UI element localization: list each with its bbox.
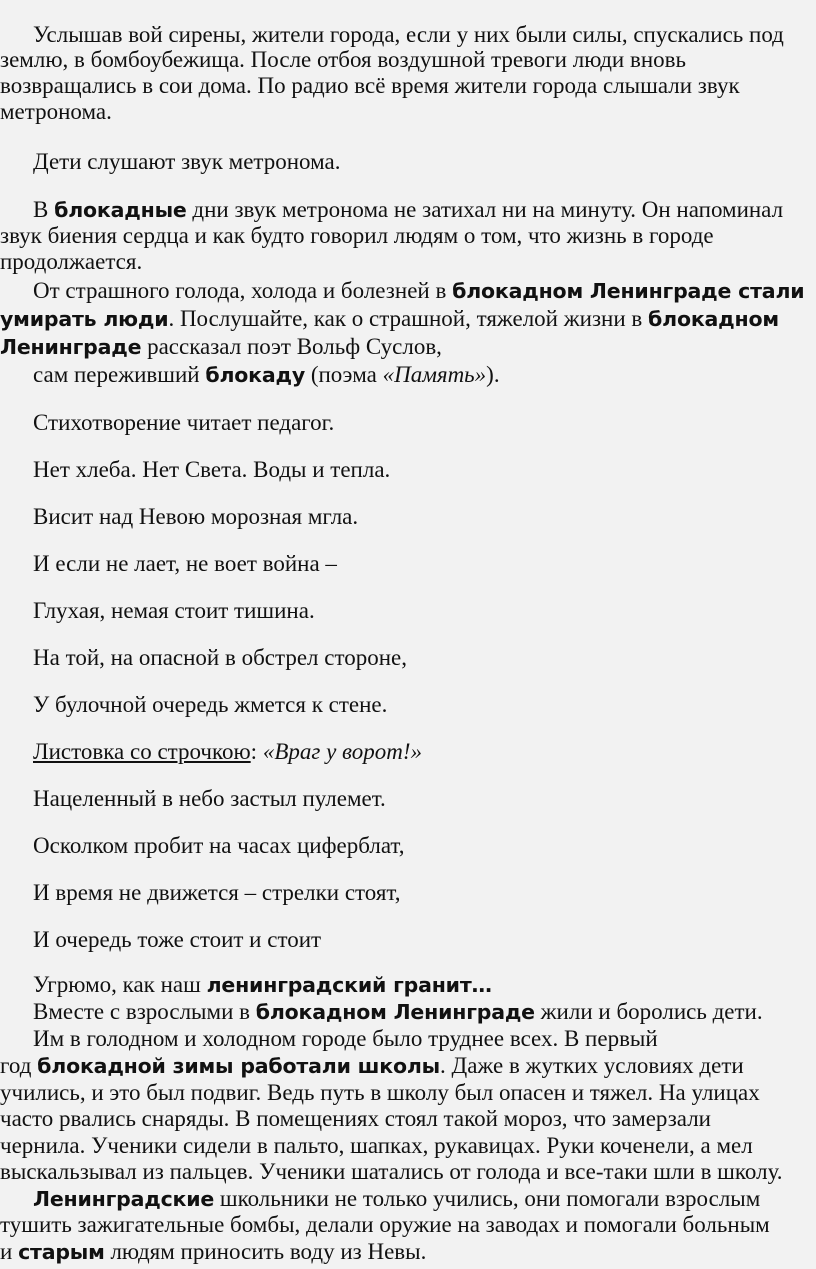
text-run: В xyxy=(33,197,55,222)
text-run: . Даже в жутких условиях дети xyxy=(440,1053,744,1078)
text-run: ). xyxy=(486,362,500,387)
text-run: От страшного голода, холода и болезней в xyxy=(33,278,453,303)
text-run: : xyxy=(250,739,263,764)
text-line: учились, и это был подвиг. Ведь путь в школу был опасен и тяжел. На улицах xyxy=(0,1080,760,1105)
text-run: Вместе с взрослыми в xyxy=(33,999,256,1024)
text-line: продолжается. xyxy=(0,249,143,274)
text-line xyxy=(33,1186,760,1213)
poem-line-granite xyxy=(33,972,492,999)
text-line: тушить зажигательные бомбы, делали оружие на заводах и помогали больным xyxy=(0,1212,770,1237)
paragraph-children xyxy=(33,999,763,1026)
text-line xyxy=(0,1053,744,1080)
text-line: метронома. xyxy=(0,99,112,124)
text-line: звук биения сердца и как будто говорил людям о том, что жизнь в городе xyxy=(0,223,714,248)
poem-line: Нацеленный в небо застыл пулемет. xyxy=(33,786,386,811)
text-line: Им в голодном и холодном городе было труднее всех. В первый xyxy=(33,1026,658,1051)
text-run: (поэма xyxy=(305,362,383,387)
poem-line: Глухая, немая стоит тишина. xyxy=(33,598,315,623)
text-line xyxy=(0,334,442,361)
bold-run: блокадном xyxy=(648,307,779,331)
bold-run: блокадном Ленинграде xyxy=(255,1000,535,1024)
text-run: и xyxy=(0,1239,19,1264)
text-run: год xyxy=(0,1053,38,1078)
poem-line-leaflet xyxy=(33,739,422,765)
text-line: возвращались в сои дома. По радио всё время жители города слышали звук xyxy=(0,73,740,98)
poem-line: На той, на опасной в обстрел стороне, xyxy=(33,645,407,670)
italic-run: «Память» xyxy=(382,362,487,387)
poem-line: И очередь тоже стоит и стоит xyxy=(33,927,322,952)
text-line: землю, в бомбоубежища. После отбоя воздушной тревоги люди вновь xyxy=(0,47,687,72)
poem-line: И если не лает, не воет война – xyxy=(33,551,337,576)
underlined-run: Листовка со строчкою xyxy=(33,739,251,764)
bold-run: ленинградский гранит… xyxy=(206,973,492,997)
bold-run: блокаду xyxy=(205,363,306,387)
paragraph-metronome: Дети слушают звук метронома. xyxy=(33,149,341,174)
text-line xyxy=(33,362,500,389)
text-run: . Послушайте, как о страшной, тяжелой жизни в xyxy=(168,306,649,331)
poem-line: Нет хлеба. Нет Света. Воды и тепла. xyxy=(33,457,391,482)
text-run: сам переживший xyxy=(33,362,206,387)
text-run: жили и боролись дети. xyxy=(534,999,763,1024)
text-line: чернила. Ученики сидели в пальто, шапках, рукавицах. Руки коченели, а мел xyxy=(0,1133,753,1158)
bold-run: старым xyxy=(18,1240,105,1264)
bold-run: Ленинградские xyxy=(33,1187,215,1211)
text-line: Услышав вой сирены, жители города, если у них были силы, спускались под xyxy=(33,22,784,47)
bold-run: Ленинграде xyxy=(0,335,142,359)
text-run: дни звук метронома не затихал ни на минуту. Он напоминал xyxy=(186,197,784,222)
text-run: рассказал поэт Вольф Суслов, xyxy=(141,334,442,359)
text-line xyxy=(33,197,783,224)
paragraph-teacher-reads: Стихотворение читает педагог. xyxy=(33,410,335,435)
text-run: школьники не только учились, они помогали взрослым xyxy=(214,1186,761,1211)
text-run: Угрюмо, как наш xyxy=(33,972,207,997)
italic-run: «Враг у ворот!» xyxy=(262,739,422,764)
bold-run: блокадном Ленинграде стали xyxy=(452,279,805,303)
bold-run: умирать люди xyxy=(0,307,169,331)
text-line xyxy=(0,306,779,333)
bold-run: блокадной зимы работали школы xyxy=(37,1054,440,1078)
text-line xyxy=(33,278,804,305)
poem-line: Осколком пробит на часах циферблат, xyxy=(33,833,405,858)
poem-line: И время не движется – стрелки стоят, xyxy=(33,880,401,905)
poem-line: Висит над Невою морозная мгла. xyxy=(33,504,359,529)
text-run: людям приносить воду из Невы. xyxy=(104,1239,427,1264)
text-line xyxy=(0,1239,426,1266)
text-line: выскальзывал из пальцев. Ученики шатались от голода и все-таки шли в школу. xyxy=(0,1159,783,1184)
bold-run: блокадные xyxy=(54,198,187,222)
text-line: часто рвались снаряды. В помещениях стоял такой мороз, что замерзали xyxy=(0,1106,711,1131)
poem-line: У булочной очередь жмется к стене. xyxy=(33,692,388,717)
